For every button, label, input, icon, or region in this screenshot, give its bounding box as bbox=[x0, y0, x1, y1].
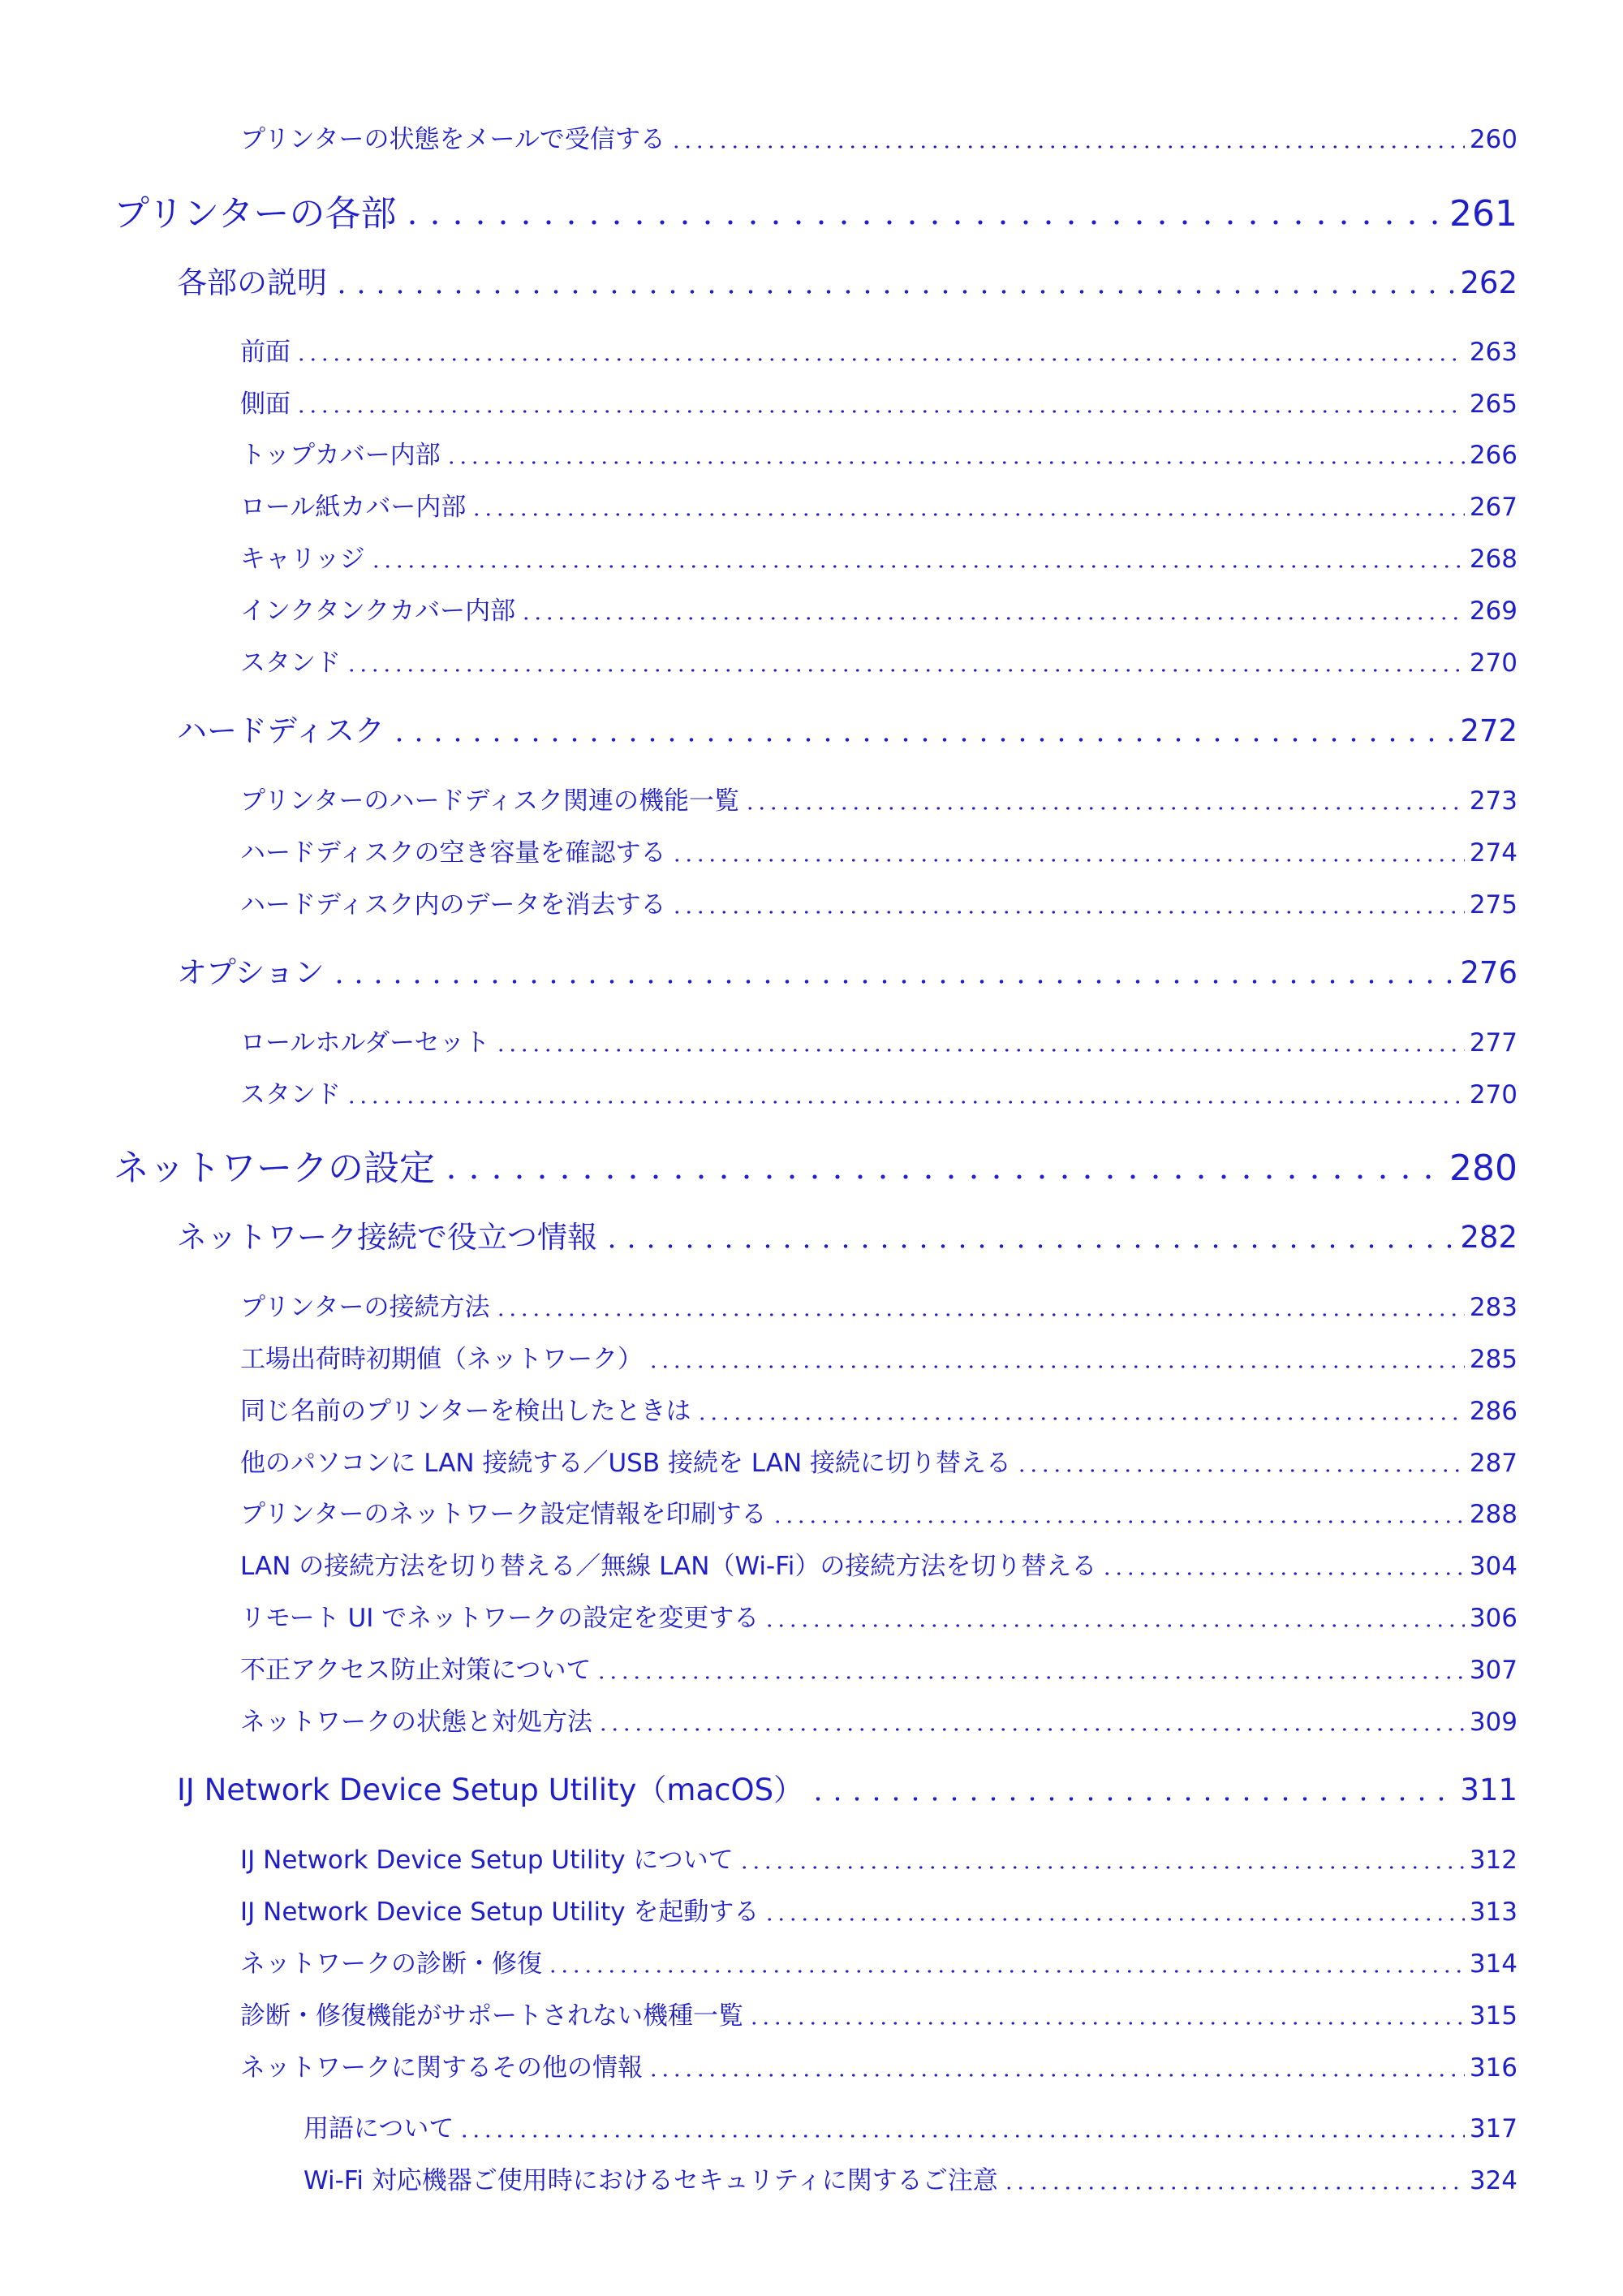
dot-leader bbox=[1101, 1545, 1464, 1581]
dot-leader bbox=[772, 1493, 1465, 1529]
toc-entry-page-number: 316 bbox=[1469, 2053, 1518, 2083]
toc-entry-page-number: 275 bbox=[1469, 890, 1518, 920]
toc-entry-title: IJ Network Device Setup Utility（macOS） bbox=[177, 1773, 804, 1807]
toc-entry-level-3[interactable] bbox=[240, 1701, 1518, 1737]
toc-entry-title: ネットワークの設定 bbox=[114, 1148, 435, 1189]
dot-leader bbox=[696, 1390, 1465, 1426]
toc-entry-page-number: 260 bbox=[1469, 125, 1518, 154]
toc-entry-page-number: 315 bbox=[1469, 2001, 1518, 2031]
dot-leader bbox=[808, 1765, 1455, 1807]
toc-entry-level-4[interactable] bbox=[304, 2160, 1518, 2195]
toc-entry-page-number: 263 bbox=[1469, 338, 1518, 367]
toc-entry-level-3[interactable] bbox=[240, 434, 1518, 470]
toc-entry-level-4[interactable] bbox=[304, 2108, 1518, 2143]
dot-leader bbox=[295, 383, 1465, 419]
toc-entry-page-number: 262 bbox=[1460, 265, 1518, 300]
toc-entry-title: IJ Network Device Setup Utility を起動する bbox=[240, 1898, 760, 1927]
toc-entry-page-number: 314 bbox=[1469, 1949, 1518, 1979]
toc-entry-title: ネットワークの状態と対処方法 bbox=[240, 1708, 592, 1737]
toc-entry-level-3[interactable] bbox=[240, 1545, 1518, 1581]
toc-entry-level-3[interactable] bbox=[240, 383, 1518, 419]
dot-leader bbox=[648, 2047, 1465, 2083]
dot-leader bbox=[738, 1839, 1465, 1875]
dot-leader bbox=[390, 706, 1455, 748]
toc-entry-title: Wi-Fi 対応機器ご使用時におけるセキュリティに関するご注意 bbox=[304, 2166, 998, 2195]
toc-entry-title: LAN の接続方法を切り替える／無線 LAN（Wi-Fi）の接続方法を切り替える bbox=[240, 1552, 1097, 1581]
toc-entry-level-3[interactable] bbox=[240, 1891, 1518, 1927]
toc-entry-page-number: 268 bbox=[1469, 545, 1518, 574]
toc-entry-page-number: 313 bbox=[1469, 1898, 1518, 1927]
toc-entry-page-number: 261 bbox=[1449, 193, 1518, 235]
toc-entry-page-number: 276 bbox=[1460, 955, 1518, 990]
toc-entry-level-3[interactable] bbox=[240, 331, 1518, 367]
toc-entry-level-3[interactable] bbox=[240, 1442, 1518, 1478]
toc-entry-level-3[interactable] bbox=[240, 1649, 1518, 1685]
dot-leader bbox=[332, 258, 1455, 300]
toc-entry-title: プリンターのハードディスク関連の機能一覧 bbox=[240, 786, 740, 816]
dot-leader bbox=[648, 1338, 1465, 1374]
toc-entry-title: オプション bbox=[177, 955, 325, 990]
toc-entry-level-3[interactable] bbox=[240, 486, 1518, 522]
toc-entry-page-number: 287 bbox=[1469, 1449, 1518, 1478]
toc-entry-title: ハードディスク内のデータを消去する bbox=[240, 890, 666, 920]
toc-entry-title: 側面 bbox=[240, 390, 291, 419]
toc-entry-level-1[interactable] bbox=[114, 1139, 1518, 1187]
toc-entry-page-number: 307 bbox=[1469, 1656, 1518, 1685]
toc-entry-title: プリンターのネットワーク設定情報を印刷する bbox=[240, 1500, 767, 1529]
toc-entry-level-1[interactable] bbox=[114, 184, 1518, 233]
toc-entry-page-number: 273 bbox=[1469, 786, 1518, 816]
dot-leader bbox=[495, 1022, 1465, 1058]
toc-entry-title: 各部の説明 bbox=[177, 265, 327, 300]
toc-entry-level-3[interactable] bbox=[240, 1943, 1518, 1979]
toc-entry-level-3[interactable] bbox=[240, 1839, 1518, 1875]
dot-leader bbox=[602, 1213, 1455, 1255]
toc-entry-level-2[interactable] bbox=[177, 1213, 1518, 1255]
dot-leader bbox=[764, 1891, 1464, 1927]
toc-entry-level-2[interactable] bbox=[177, 258, 1518, 300]
dot-leader bbox=[671, 832, 1465, 868]
toc-entry-title: トップカバー内部 bbox=[240, 441, 441, 470]
toc-entry-page-number: 272 bbox=[1460, 713, 1518, 748]
toc-entry-level-3[interactable] bbox=[240, 780, 1518, 816]
dot-leader bbox=[329, 948, 1456, 990]
toc-entry-title: 用語について bbox=[304, 2114, 454, 2143]
dot-leader bbox=[495, 1286, 1465, 1322]
toc-entry-title: 工場出荷時初期値（ネットワーク） bbox=[240, 1345, 643, 1374]
toc-entry-level-3[interactable] bbox=[240, 118, 1518, 154]
toc-entry-level-3[interactable] bbox=[240, 832, 1518, 868]
toc-entry-title: ネットワークの診断・修復 bbox=[240, 1949, 542, 1979]
toc-entry-level-3[interactable] bbox=[240, 1286, 1518, 1322]
toc-entry-page-number: 266 bbox=[1469, 441, 1518, 470]
toc-entry-page-number: 309 bbox=[1469, 1708, 1518, 1737]
toc-entry-title: 前面 bbox=[240, 338, 291, 367]
toc-entry-page-number: 277 bbox=[1469, 1028, 1518, 1058]
toc-entry-page-number: 311 bbox=[1460, 1773, 1518, 1807]
toc-entry-level-3[interactable] bbox=[240, 1074, 1518, 1109]
toc-entry-title: インクタンクカバー内部 bbox=[240, 597, 516, 626]
toc-entry-title: ネットワーク接続で役立つ情報 bbox=[177, 1220, 597, 1255]
dot-leader bbox=[446, 434, 1465, 470]
dot-leader bbox=[440, 1139, 1444, 1187]
toc-entry-page-number: 306 bbox=[1469, 1604, 1518, 1633]
toc-entry-title: プリンターの各部 bbox=[114, 193, 397, 235]
toc-entry-level-2[interactable] bbox=[177, 1765, 1518, 1807]
dot-leader bbox=[671, 884, 1465, 920]
toc-entry-page-number: 269 bbox=[1469, 597, 1518, 626]
dot-leader bbox=[547, 1943, 1465, 1979]
toc-entry-title: プリンターの状態をメールで受信する bbox=[240, 125, 665, 154]
toc-entry-page-number: 317 bbox=[1469, 2114, 1518, 2143]
toc-entry-level-3[interactable] bbox=[240, 1022, 1518, 1058]
toc-entry-page-number: 312 bbox=[1469, 1846, 1518, 1875]
toc-entry-title: 診断・修復機能がサポートされない機種一覧 bbox=[240, 2001, 743, 2031]
toc-entry-title: リモート UI でネットワークの設定を変更する bbox=[240, 1604, 760, 1633]
toc-entry-title: 同じ名前のプリンターを検出したときは bbox=[240, 1397, 691, 1426]
dot-leader bbox=[748, 1995, 1465, 2031]
toc-entry-page-number: 304 bbox=[1469, 1552, 1518, 1581]
toc-entry-title: ロールホルダーセット bbox=[240, 1028, 490, 1058]
toc-entry-level-3[interactable] bbox=[240, 884, 1518, 920]
dot-leader bbox=[596, 1649, 1464, 1685]
toc-entry-page-number: 324 bbox=[1469, 2166, 1518, 2195]
toc-entry-level-3[interactable] bbox=[240, 1597, 1518, 1633]
toc-entry-title: キャリッジ bbox=[240, 545, 365, 574]
toc-entry-level-3[interactable] bbox=[240, 590, 1518, 626]
toc-entry-page-number: 274 bbox=[1469, 838, 1518, 868]
dot-leader bbox=[295, 331, 1465, 367]
toc-entry-title: ハードディスク bbox=[177, 713, 385, 748]
toc-entry-level-3[interactable] bbox=[240, 1493, 1518, 1529]
dot-leader bbox=[520, 590, 1465, 626]
dot-leader bbox=[370, 538, 1465, 574]
toc-entry-title: スタンド bbox=[240, 1080, 341, 1109]
toc-entry-page-number: 288 bbox=[1469, 1500, 1518, 1529]
dot-leader bbox=[1003, 2160, 1465, 2195]
toc-entry-level-2[interactable] bbox=[177, 706, 1518, 748]
toc-entry-title: ロール紙カバー内部 bbox=[240, 493, 467, 522]
toc-entry-level-3[interactable] bbox=[240, 538, 1518, 574]
dot-leader bbox=[597, 1701, 1465, 1737]
toc-entry-level-3[interactable] bbox=[240, 1390, 1518, 1426]
toc-entry-title: ハードディスクの空き容量を確認する bbox=[240, 838, 666, 868]
toc-entry-page-number: 286 bbox=[1469, 1397, 1518, 1426]
toc-entry-title: ネットワークに関するその他の情報 bbox=[240, 2053, 643, 2083]
dot-leader bbox=[458, 2108, 1464, 2143]
toc-entry-page-number: 282 bbox=[1460, 1220, 1518, 1255]
dot-leader bbox=[346, 642, 1465, 678]
toc-entry-page-number: 265 bbox=[1469, 390, 1518, 419]
dot-leader bbox=[764, 1597, 1465, 1633]
toc-entry-level-3[interactable] bbox=[240, 1995, 1518, 2031]
toc-entry-page-number: 285 bbox=[1469, 1345, 1518, 1374]
toc-entry-level-2[interactable] bbox=[177, 948, 1518, 990]
dot-leader bbox=[401, 184, 1444, 233]
dot-leader bbox=[346, 1074, 1465, 1109]
dot-leader bbox=[744, 780, 1465, 816]
toc-entry-title: 不正アクセス防止対策について bbox=[240, 1656, 592, 1685]
dot-leader bbox=[471, 486, 1464, 522]
toc-entry-title: プリンターの接続方法 bbox=[240, 1293, 490, 1322]
toc-entry-title: 他のパソコンに LAN 接続する／USB 接続を LAN 接続に切り替える bbox=[240, 1449, 1012, 1478]
toc-entry-title: スタンド bbox=[240, 648, 341, 678]
toc-entry-page-number: 267 bbox=[1469, 493, 1518, 522]
toc-entry-page-number: 270 bbox=[1469, 1080, 1518, 1109]
toc-entry-page-number: 280 bbox=[1449, 1148, 1518, 1189]
toc-entry-level-3[interactable] bbox=[240, 1338, 1518, 1374]
toc-entry-level-3[interactable] bbox=[240, 642, 1518, 678]
toc-entry-page-number: 283 bbox=[1469, 1293, 1518, 1322]
dot-leader bbox=[670, 118, 1465, 154]
toc-entry-page-number: 270 bbox=[1469, 648, 1518, 678]
dot-leader bbox=[1016, 1442, 1465, 1478]
toc-entry-title: IJ Network Device Setup Utility について bbox=[240, 1846, 734, 1875]
toc-entry-level-3[interactable] bbox=[240, 2047, 1518, 2083]
